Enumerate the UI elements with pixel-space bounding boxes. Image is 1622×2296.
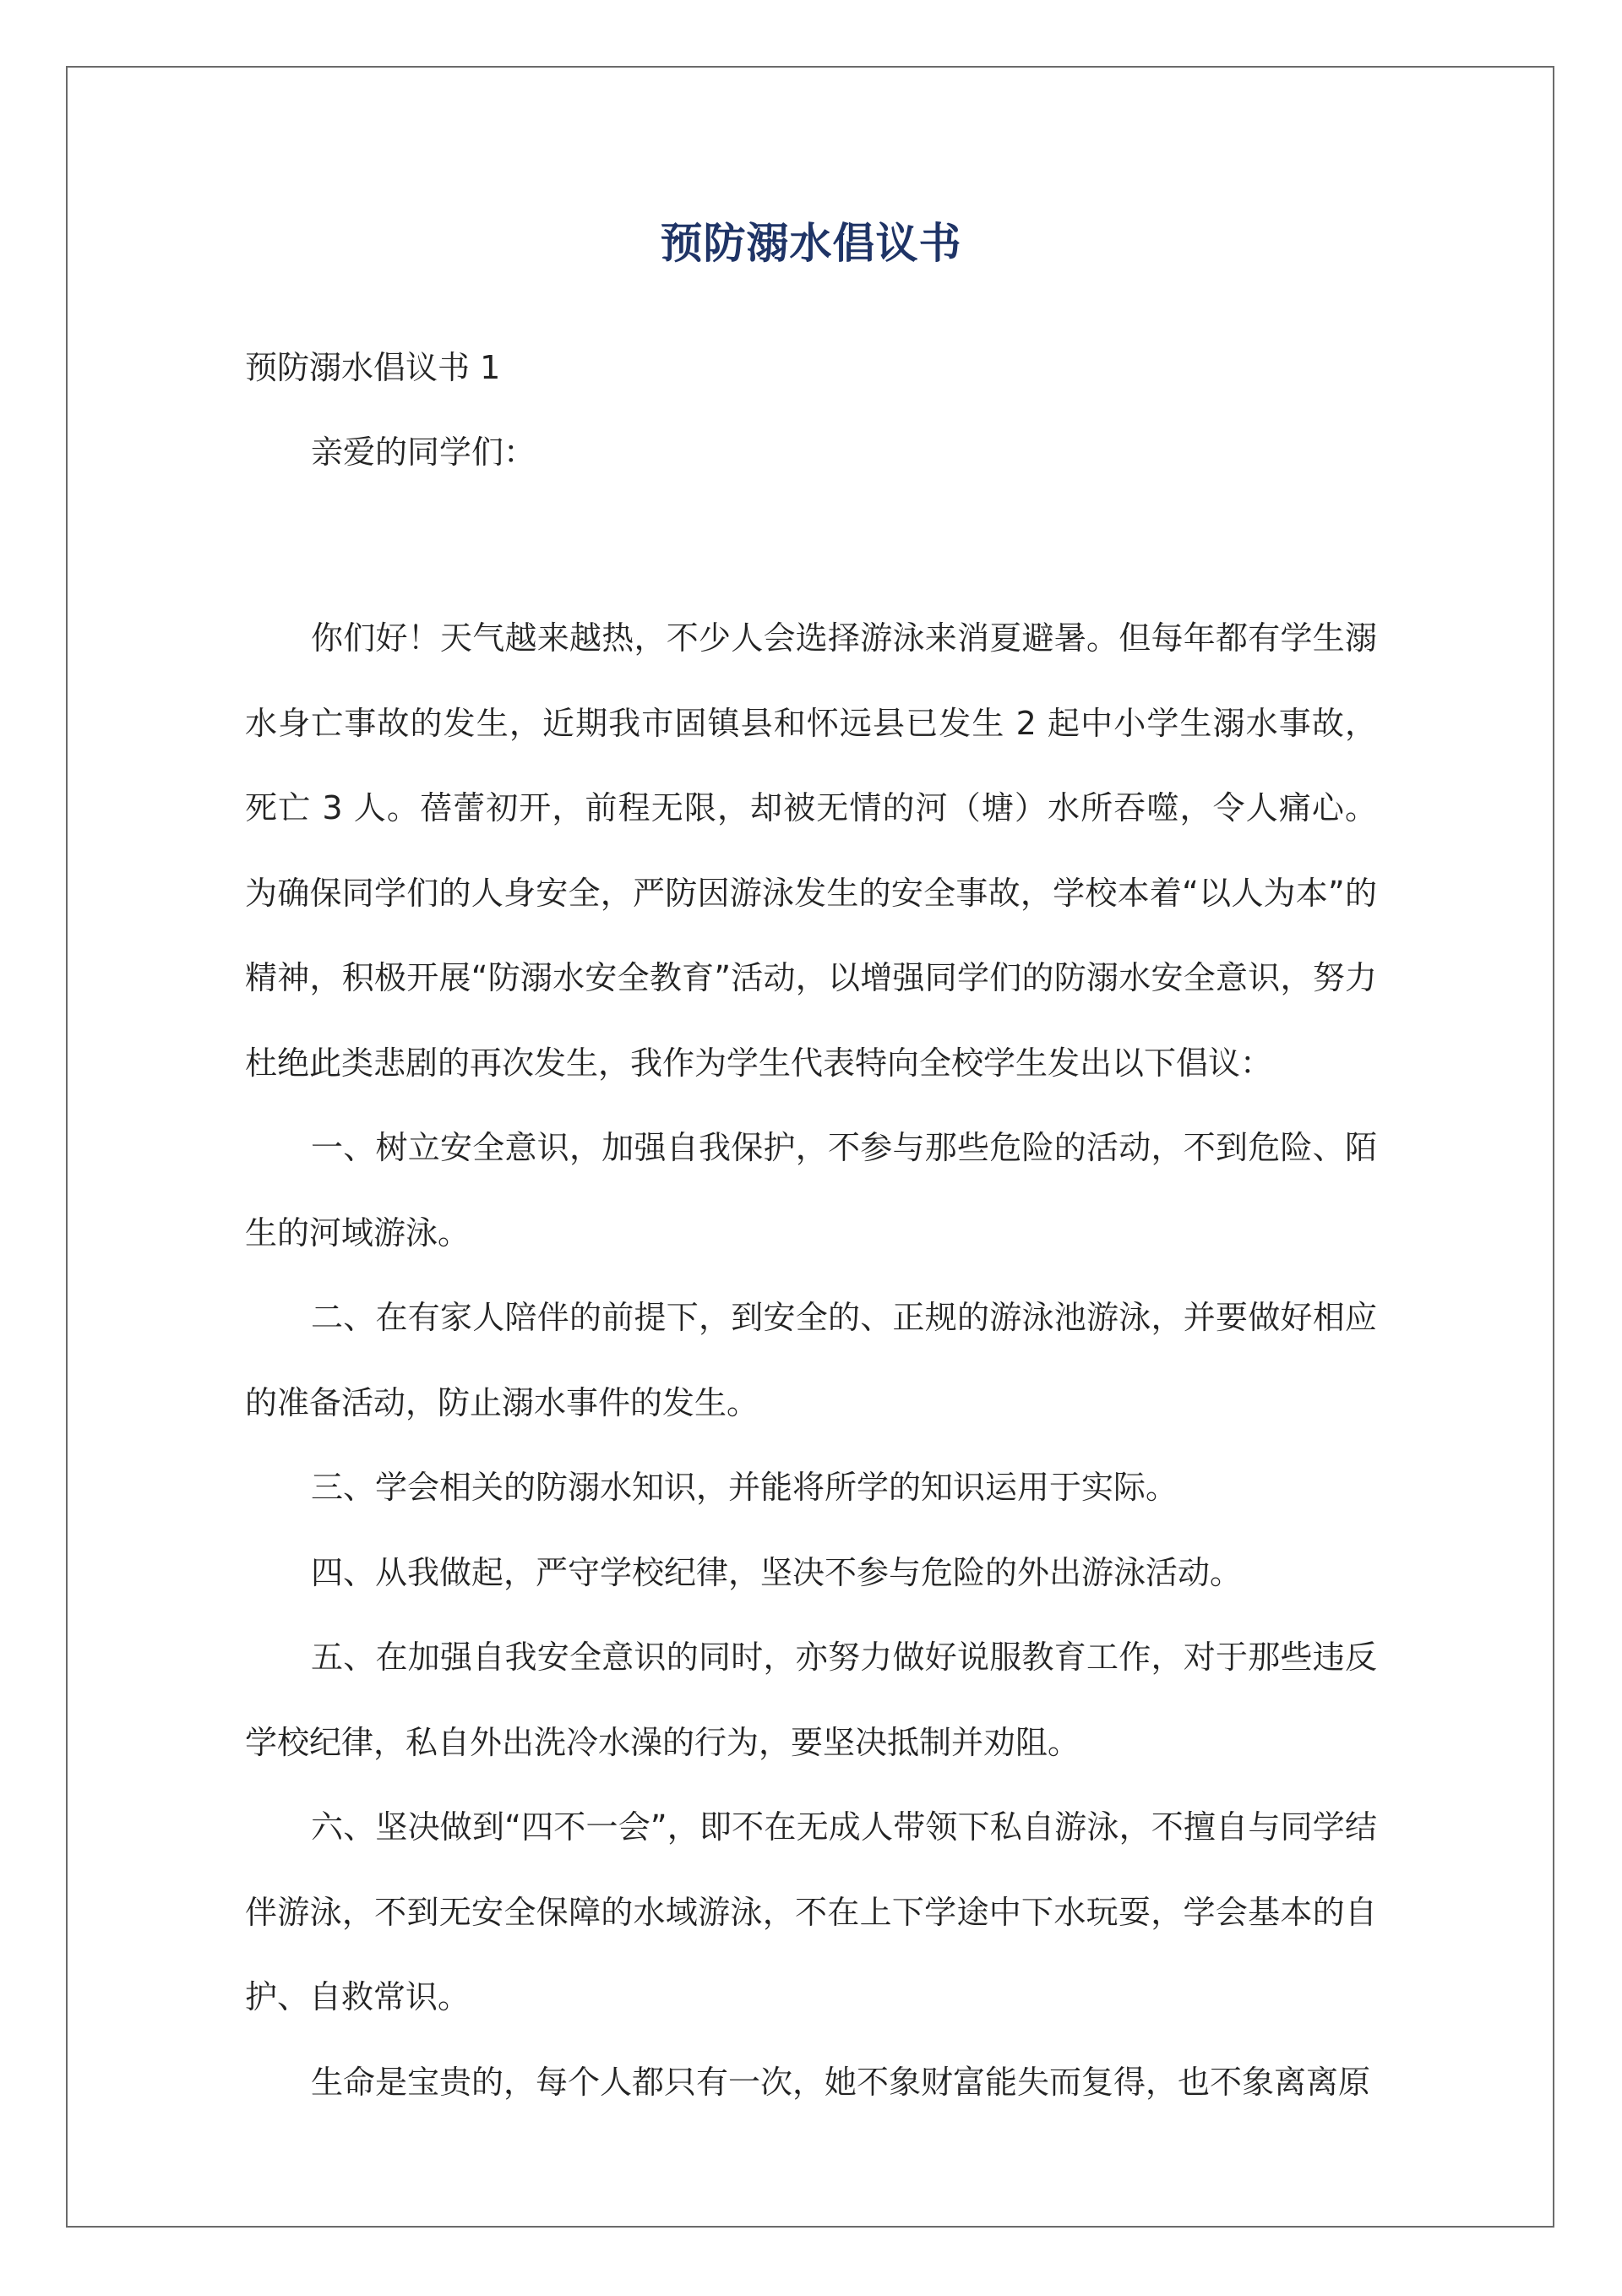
- paragraph: 生命是宝贵的，每个人都只有一次，她不象财富能失而复得，也不象离离原: [311, 2063, 1371, 2101]
- document-subtitle: 预防溺水倡议书 1: [245, 349, 501, 386]
- document-title: 预防溺水倡议书: [660, 219, 962, 268]
- greeting: 亲爱的同学们：: [311, 434, 536, 471]
- paragraph: 六、坚决做到“四不一会”，即不在无成人带领下私自游泳，不擅自与同学结伴游泳，不到无安全保障的水域游泳，不在上下学途中下水玩耍，学会基本的自护、自救常识。: [245, 1808, 1377, 2015]
- paragraph: 二、在有家人陪伴的前提下，到安全的、正规的游泳池游泳，并要做好相应的准备活动，防止溺水事件的发生。: [245, 1299, 1377, 1421]
- paragraph: 一、树立安全意识，加强自我保护，不参与那些危险的活动，不到危险、陌生的河域游泳。: [245, 1129, 1377, 1252]
- paragraph: 三、学会相关的防溺水知识，并能将所学的知识运用于实际。: [311, 1469, 1178, 1506]
- document-body: [245, 596, 1377, 2124]
- paragraph: 五、在加强自我安全意识的同时，亦努力做好说服教育工作，对于那些违反学校纪律，私自外出洗冷水澡的行为，要坚决抵制并劝阻。: [245, 1639, 1377, 1761]
- paragraph: 你们好！天气越来越热，不少人会选择游泳来消夏避暑。但每年都有学生溺水身亡事故的发生，近期我市固镇县和怀远县已发生 2 起中小学生溺水事故，死亡 3 人。蓓蕾初开，前程无限，却被无情的河（塘）水所吞噬，令人痛心。为确保同学们的人身安全，严防因游泳发生的安全事故，学校本着“以人为本”的精神，积极开展“防溺水安全教育”活动，以增强同学们的防溺水安全意识，努力杜绝此类悲剧的再次发生，我作为学生代表特向全校学生发出以下倡议：: [245, 619, 1377, 1082]
- paragraph: 四、从我做起，严守学校纪律，坚决不参与危险的外出游泳活动。: [311, 1553, 1243, 1591]
